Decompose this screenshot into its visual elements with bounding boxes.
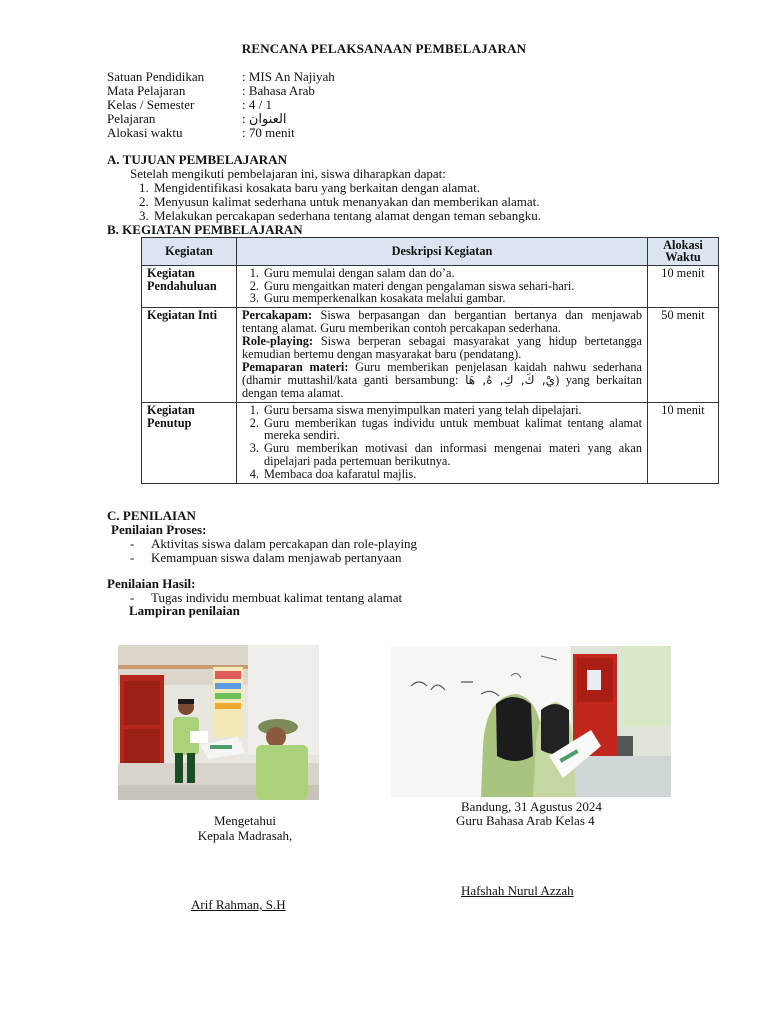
signature-right-name: Hafshah Nurul Azzah (461, 883, 574, 898)
identity-row (107, 112, 335, 126)
list-item: - Tugas individu membuat kalimat tentang alamat (128, 591, 402, 605)
activity-description (237, 265, 648, 308)
list-item: 2. Menyusun kalimat sederhana untuk menanyakan dan memberikan alamat. (152, 195, 672, 209)
list-item: - Kemampuan siswa dalam menjawab pertanyaan (128, 551, 417, 565)
photo-image (391, 646, 671, 797)
table-row (142, 265, 719, 308)
identity-label: Mata Pelajaran (107, 83, 186, 98)
list-item: - Aktivitas siswa dalam percakapan dan role-playing (128, 537, 417, 551)
list-item: 4. Membaca doa kafaratul majlis. (262, 468, 642, 481)
list-item: 3. Guru memperkenalkan kosakata melalui gambar. (262, 292, 642, 305)
process-assessment-list (128, 537, 417, 565)
table-row (142, 308, 719, 402)
activities-table (141, 237, 719, 484)
photo-image (118, 645, 319, 800)
activity-name: Kegiatan Pendahuluan (142, 265, 237, 308)
activity-time: 50 menit (648, 308, 719, 402)
section-b-heading: B. KEGIATAN PEMBELAJARAN (107, 222, 303, 237)
table-row (142, 402, 719, 483)
header-deskripsi: Deskripsi Kegiatan (237, 238, 648, 266)
activity-description (237, 402, 648, 483)
identity-value: : 4 / 1 (242, 97, 272, 112)
paragraph-tail: ) yang berkaitan dengan tema alamat. (242, 372, 642, 400)
identity-row (107, 70, 335, 84)
identity-row (107, 98, 335, 112)
document-title: RENCANA PELAKSANAAN PEMBELAJARAN (241, 41, 527, 56)
place-date: Bandung, 31 Agustus 2024 (461, 799, 602, 814)
paragraph (242, 309, 642, 335)
section-c-heading: C. PENILAIAN (107, 508, 196, 523)
signature-right-line1: Guru Bahasa Arab Kelas 4 (456, 813, 595, 828)
paragraph-label: Role-playing: (242, 334, 314, 349)
identity-label: Pelajaran (107, 111, 156, 126)
list-item: 1. Mengidentifikasi kosakata baru yang berkaitan dengan alamat. (152, 181, 672, 195)
paragraph-text: Siswa berperan sebagai masyarakat yang hidup bertetangga kemudian bertemu dengan masyarakat baru (pendatang). (242, 334, 642, 362)
list-item: 1. Guru memulai dengan salam dan do’a. (262, 267, 642, 280)
signature-left-name: Arif Rahman, S.H (191, 897, 286, 912)
list-item: 2. Guru memberikan tugas individu untuk membuat kalimat tentang alamat mereka sendiri. (262, 417, 642, 443)
arabic-pronouns: يْ, كَ, كِ, هُ, هَا (465, 372, 556, 387)
identity-table (107, 70, 335, 140)
activity-time: 10 menit (648, 402, 719, 483)
table-header-row (142, 238, 719, 266)
identity-label: Satuan Pendidikan (107, 69, 205, 84)
section-a-heading: A. TUJUAN PEMBELAJARAN (107, 152, 287, 167)
identity-row (107, 126, 335, 140)
signature-left-line1: Mengetahui (213, 813, 277, 828)
paragraph-label: Pemaparan materi: (242, 359, 349, 374)
identity-value: : العنوان (242, 111, 287, 126)
identity-row (107, 84, 335, 98)
classroom-photo-teachers (391, 646, 671, 797)
signature-left-line2: Kepala Madrasah, (197, 828, 293, 843)
activity-name: Kegiatan Inti (142, 308, 237, 402)
activity-time: 10 menit (648, 265, 719, 308)
list-item: 1. Guru bersama siswa menyimpulkan materi yang telah dipelajari. (262, 404, 642, 417)
list-item: 2. Guru mengaitkan materi dengan pengalaman siswa sehari-hari. (262, 280, 642, 293)
activity-description (237, 308, 648, 402)
paragraph-text: Siswa berpasangan dan bergantian bertanya dan menjawab tentang alamat. Guru memberikan contoh percakapan sederhana. (242, 308, 642, 336)
section-a-intro: Setelah mengikuti pembelajaran ini, siswa diharapkan dapat: (130, 166, 446, 181)
lampiran-label: Lampiran penilaian (129, 603, 240, 618)
classroom-photo-students (118, 645, 319, 800)
list-item: 3. Guru memberikan motivasi dan informasi mengenai materi yang akan dipelajari pada pertemuan berikutnya. (262, 442, 642, 468)
list-item: 3. Melakukan percakapan sederhana tentang alamat dengan teman sebangku. (152, 209, 672, 223)
header-kegiatan: Kegiatan (142, 238, 237, 266)
identity-label: Kelas / Semester (107, 97, 195, 112)
identity-value: : MIS An Najiyah (242, 69, 335, 84)
activity-name: Kegiatan Penutup (142, 402, 237, 483)
penilaian-proses-heading: Penilaian Proses: (111, 522, 207, 537)
paragraph (242, 361, 642, 400)
identity-value: : 70 menit (242, 125, 295, 140)
penilaian-hasil-heading: Penilaian Hasil: (107, 576, 196, 591)
paragraph (242, 335, 642, 361)
objectives-list (130, 181, 672, 223)
header-alokasi: Alokasi Waktu (648, 238, 719, 266)
paragraph-label: Percakapam: (242, 308, 313, 323)
identity-label: Alokasi waktu (107, 125, 183, 140)
paragraph-text: Guru memberikan penjelasan kaidah nahwu sederhana (dhamir muttashil/kata ganti bersambung: (242, 359, 642, 387)
identity-value: : Bahasa Arab (242, 83, 315, 98)
